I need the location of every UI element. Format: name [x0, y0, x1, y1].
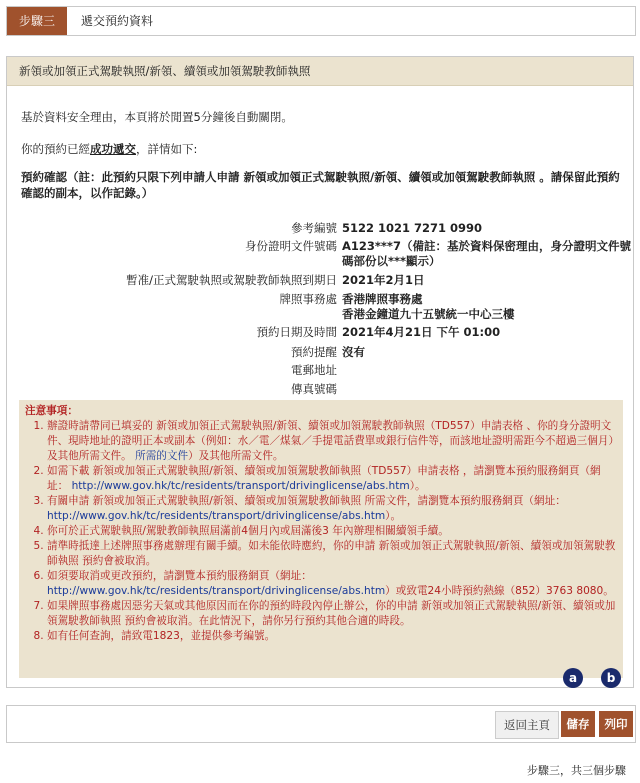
note-item: 5. 請準時抵達上述牌照事務處辦理有關手續。如未能依時應約，你的申請 新領或加領正式駕駛執照/新領、續領或加領駕駛教師執照 預約會被取消。	[47, 539, 619, 569]
detail-value: 2021年4月21日 下午 01:00	[342, 325, 501, 339]
status-done: 成功遞交	[90, 142, 136, 156]
security-notice: 基於資料安全理由，本頁將於閒置5分鐘後自動關閉。	[21, 110, 293, 124]
note-item: 4. 你可於正式駕駛執照/駕駛教師執照屆滿前4個月內或屆滿後3 年內辦理相關續領手續。	[47, 524, 619, 539]
step-title: 遞交預約資料	[81, 14, 154, 28]
detail-value: 2021年2月1日	[342, 273, 425, 287]
notes-list	[19, 419, 619, 644]
status-before: 你的預約已經	[21, 142, 90, 156]
detail-label: 預約提醒	[291, 345, 337, 359]
notes-box	[19, 400, 623, 678]
step-count-footer: 步驟三，共三個步驟	[527, 764, 626, 777]
detail-label: 預約日期及時間	[256, 325, 337, 339]
panel-header: 新領或加領正式駕駛執照/新領、續領或加領駕駛教師執照	[7, 57, 633, 86]
detail-value	[342, 292, 632, 322]
detail-value: 沒有	[342, 345, 365, 359]
status-after: ，詳情如下:	[136, 142, 198, 156]
step-tab: 步驟三	[7, 7, 67, 35]
back-home-button[interactable]: 返回主頁	[495, 711, 559, 739]
detail-label: 傳真號碼	[291, 382, 337, 396]
print-button[interactable]: 列印	[599, 711, 633, 737]
button-bar	[6, 705, 636, 743]
note-item: 1. 辦證時請帶同已填妥的 新領或加領正式駕駛執照/新領、續領或加領駕駛教師執照（TD557）申請表格 、你的身分證明文件、現時地址的證明正本或副本（例如：水／電／煤氣／手提電話費單或銀行信件等，而該地址證明需距今不超過三個月）及其他所需文件。 所需的文件）及其他所需文件。	[47, 419, 619, 464]
save-button[interactable]: 儲存	[561, 711, 595, 737]
required-docs-link[interactable]: 所需的文件	[135, 450, 189, 462]
office-name: 香港牌照事務處	[342, 292, 423, 306]
booking-url-link[interactable]: http://www.gov.hk/tc/residents/transport/drivinglicense/abs.htm	[47, 585, 386, 597]
detail-label: 參考編號	[291, 221, 337, 235]
detail-label: 身份證明文件號碼	[245, 239, 337, 253]
note-item: 7. 如果牌照事務處因惡劣天氣或其他原因而在你的預約時段內停止辦公，你的申請 新領或加領正式駕駛執照/新領、續領或加領駕駛教師執照 預約會被取消。在此情況下，請你另行預約其他合適的時段。	[47, 599, 619, 629]
note-item: 3. 有關申請 新領或加領正式駕駛執照/新領、續領或加領駕駛教師執照 所需文件，請瀏覽本預約服務網頁（網址： http://www.gov.hk/tc/residents/transport/drivinglicense/abs.htm）。	[47, 494, 619, 524]
status-line	[21, 141, 197, 157]
booking-url-link[interactable]: http://www.gov.hk/tc/residents/transport/drivinglicense/abs.htm	[71, 480, 410, 492]
note-item: 8. 如有任何查詢，請致電1823，並提供參考編號。	[47, 629, 619, 644]
note-item: 6. 如須要取消或更改預約，請瀏覽本預約服務網頁（網址： http://www.gov.hk/tc/residents/transport/drivinglicense/abs.htm）或致電24小時預約熱線（852）3763 8080。	[47, 569, 619, 599]
detail-value: A123***7（備註：基於資料保密理由，身分證明文件號碼部份以***顯示）	[342, 239, 631, 268]
step-indicator	[6, 6, 636, 36]
confirmation-panel	[6, 56, 634, 688]
confirm-note: 預約確認（註：此預約只限下列申請人申請 新領或加領正式駕駛執照/新領、續領或加領駕駛教師執照 。請保留此預約確認的副本，以作記錄。）	[21, 170, 620, 200]
booking-url-link[interactable]: http://www.gov.hk/tc/residents/transport/drivinglicense/abs.htm	[47, 510, 386, 522]
note-item: 2. 如需下載 新領或加領正式駕駛執照/新領、續領或加領駕駛教師執照（TD557）申請表格 ，請瀏覽本預約服務網頁（網址： http://www.gov.hk/tc/residents/transport/drivinglicense/abs.htm）。	[47, 464, 619, 494]
office-address: 香港金鐘道九十五號統一中心三樓	[342, 307, 515, 321]
detail-value: 5122 1021 7271 0990	[342, 221, 483, 235]
annotation-badge-a: a	[563, 668, 583, 688]
notes-title: 注意事項：	[25, 405, 78, 417]
detail-label: 電郵地址	[291, 363, 337, 377]
annotation-badge-b: b	[601, 668, 621, 688]
detail-label: 牌照事務處	[279, 292, 337, 306]
detail-label: 暫准/正式駕駛執照或駕駛教師執照到期日	[126, 273, 337, 287]
